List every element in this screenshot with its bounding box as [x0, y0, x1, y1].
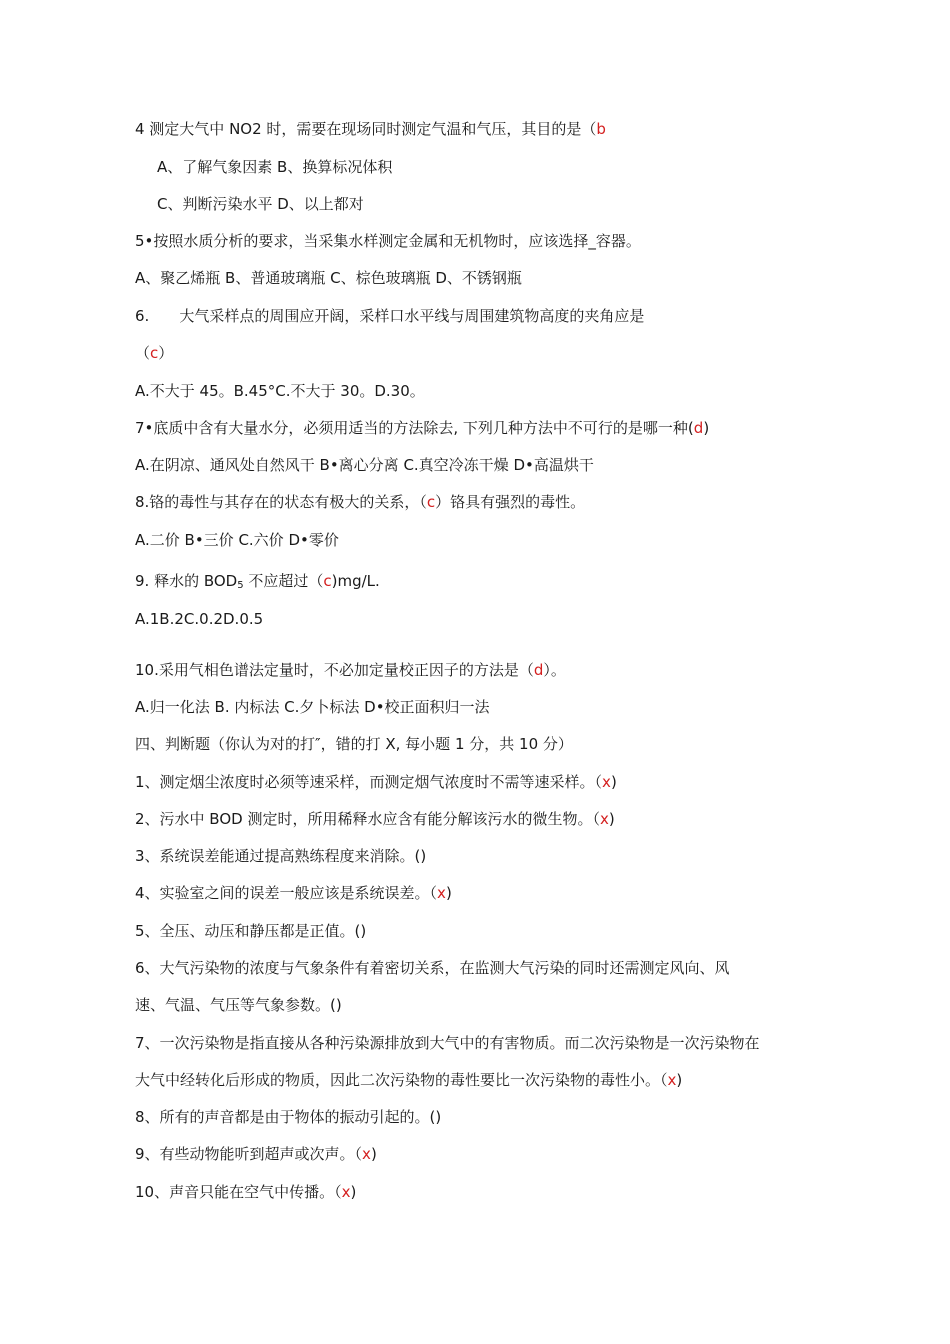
judgement-9: 9、有些动物能听到超声或次声。（x) [135, 1145, 377, 1163]
question-5-options: A、聚乙烯瓶 B、普通玻璃瓶 C、棕色玻璃瓶 D、不锈钢瓶 [135, 269, 522, 287]
answer-mark: d [693, 419, 704, 437]
answer-mark: x [437, 884, 446, 902]
judgement-6-line-1: 6、大气污染物的浓度与气象条件有着密切关系，在监测大气污染的同时还需测定风向、风 [135, 959, 730, 977]
answer-mark: x [362, 1145, 371, 1163]
judgement-7-line-1: 7、一次污染物是指直接从各种污染源排放到大气中的有害物质。而二次污染物是一次污染物在 [135, 1034, 760, 1052]
question-4-options-ab: A、了解气象因素 B、换算标况体积 [157, 158, 393, 176]
judgement-10: 10、声音只能在空气中传播。（x) [135, 1183, 357, 1201]
question-8: 8.铬的毒性与其存在的状态有极大的关系，（c）铬具有强烈的毒性。 [135, 493, 586, 511]
section-heading-judgement: 四、判断题（你认为对的打″，错的打 X, 每小题 1 分，共 10 分） [135, 735, 573, 753]
judgement-1: 1、测定烟尘浓度时必须等速采样，而测定烟气浓度时不需等速采样。（x) [135, 773, 617, 791]
judgement-6-line-2: 速、气温、气压等气象参数。() [135, 996, 342, 1014]
answer-mark: c [150, 344, 159, 362]
question-9: 9. 释水的 $BOD_5$ 不应超过（c)mg/L. [135, 572, 380, 591]
question-10-options: A.归一化法 B. 内标法 C.夕卜标法 D•校正面积归一法 [135, 698, 490, 716]
answer-mark: x [341, 1183, 351, 1201]
judgement-5: 5、全压、动压和静压都是正值。() [135, 922, 367, 940]
answer-mark: b [596, 120, 606, 138]
answer-mark: c [323, 572, 332, 590]
answer-mark: x [599, 810, 609, 828]
answer-mark: d [533, 661, 544, 679]
answer-mark: x [602, 773, 611, 791]
question-8-options: A.二价 B•三价 C.六价 D•零价 [135, 531, 339, 549]
judgement-8: 8、所有的声音都是由于物体的振动引起的。() [135, 1108, 442, 1126]
judgement-7-line-2: 大气中经转化后形成的物质，因此二次污染物的毒性要比一次污染物的毒性小。（x) [135, 1071, 683, 1089]
question-6: 6. 大气采样点的周围应开阔，采样口水平线与周围建筑物高度的夹角应是 [135, 307, 645, 325]
answer-mark: c [426, 493, 436, 511]
question-4: 4 测定大气中 NO2 时，需要在现场同时测定气温和气压，其目的是（b [135, 120, 606, 138]
answer-mark: x [667, 1071, 677, 1089]
judgement-3: 3、系统误差能通过提高熟练程度来消除。() [135, 847, 427, 865]
question-5: 5•按照水质分析的要求，当采集水样测定金属和无机物时，应该选择_容器。 [135, 232, 641, 250]
question-6-options: A.不大于 45。B.45°C.不大于 30。D.30。 [135, 382, 425, 400]
question-4-options-cd: C、判断污染水平 D、以上都对 [157, 195, 364, 213]
judgement-2: 2、污水中 BOD 测定时，所用稀释水应含有能分解该污水的微生物。（x) [135, 810, 615, 828]
judgement-4: 4、实验室之间的误差一般应该是系统误差。（x) [135, 884, 452, 902]
question-7: 7•底质中含有大量水分，必须用适当的方法除去, 下列几种方法中不可行的是哪一种(d) [135, 419, 710, 437]
question-10: 10.采用气相色谱法定量时，不必加定量校正因子的方法是（d）。 [135, 661, 566, 679]
question-9-options: A.1B.2C.0.2D.0.5 [135, 610, 264, 628]
question-7-options: A.在阴凉、通风处自然风干 B•离心分离 C.真空冷冻干燥 D•高温烘干 [135, 456, 594, 474]
question-6-answer: （c） [135, 344, 174, 362]
